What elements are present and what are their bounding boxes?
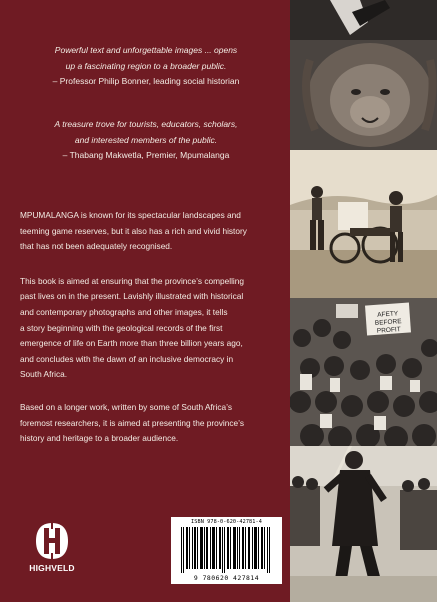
text-line: Based on a longer work, written by some of South Africa’s (20, 401, 232, 412)
quote-bonner (10, 43, 282, 90)
highveld-h-logo-icon (35, 522, 69, 560)
svg-text:BEFORE: BEFORE (374, 318, 402, 327)
quote-makwetla (10, 117, 282, 164)
publisher-logo (22, 522, 82, 573)
quote-attribution: – Professor Philip Bonner, leading social historian (52, 76, 240, 86)
text-line: past lives on in the present. Lavishly illustrated with historical (20, 291, 244, 302)
text-line: emergence of life on Earth more than three billion years ago, (20, 338, 243, 349)
text-line: teeming game reserves, but it also has a rich and vivid history (20, 225, 247, 236)
svg-text:PROFIT: PROFIT (376, 326, 401, 335)
quote-line: A treasure trove for tourists, educators, scholars, (54, 119, 238, 129)
text-line: and contemporary photographs and other images, it tells (20, 306, 228, 317)
barcode-digits: 9 780620 427814 (193, 574, 260, 582)
text-line: foremost researchers, it is aimed at presenting the province’s (20, 417, 244, 428)
text-line: MPUMALANGA is known for its spectacular landscapes and (20, 210, 241, 220)
text-line: South Africa. (20, 369, 68, 380)
photo-strip (290, 0, 437, 602)
quote-line: and interested members of the public. (74, 134, 218, 145)
text-line: and concludes with the dawn of an inclusive democracy in (20, 353, 234, 364)
svg-text:AFETY: AFETY (376, 310, 399, 319)
publisher-name: HIGHVELD (29, 563, 75, 573)
isbn-label: ISBN 978-0-620-42781-4 (191, 519, 262, 525)
text-line: a story beginning with the geological records of the first (20, 322, 223, 333)
barcode-bars (171, 527, 282, 577)
quote-attribution: – Thabang Makwetla, Premier, Mpumalanga (62, 150, 230, 160)
quote-line: up a fascinating region to a broader public. (65, 60, 227, 71)
quote-line: Powerful text and unforgettable images ... opens (54, 45, 238, 55)
text-line: This book is aimed at ensuring that the province’s compelling (20, 275, 244, 286)
man-with-stick-photo (290, 446, 437, 602)
crowd-placards-photo (290, 298, 437, 446)
description-paragraph-3 (20, 400, 284, 447)
text-line: that has not been adequately recognised. (20, 241, 173, 252)
isbn-barcode (171, 517, 282, 584)
description-paragraph-1 (20, 208, 284, 255)
ox-wagon-photo (290, 150, 437, 298)
text-line: history and heritage to a broader audience. (20, 433, 179, 444)
description (20, 208, 284, 460)
description-paragraph-2 (20, 274, 284, 383)
lion-photo (290, 0, 437, 150)
